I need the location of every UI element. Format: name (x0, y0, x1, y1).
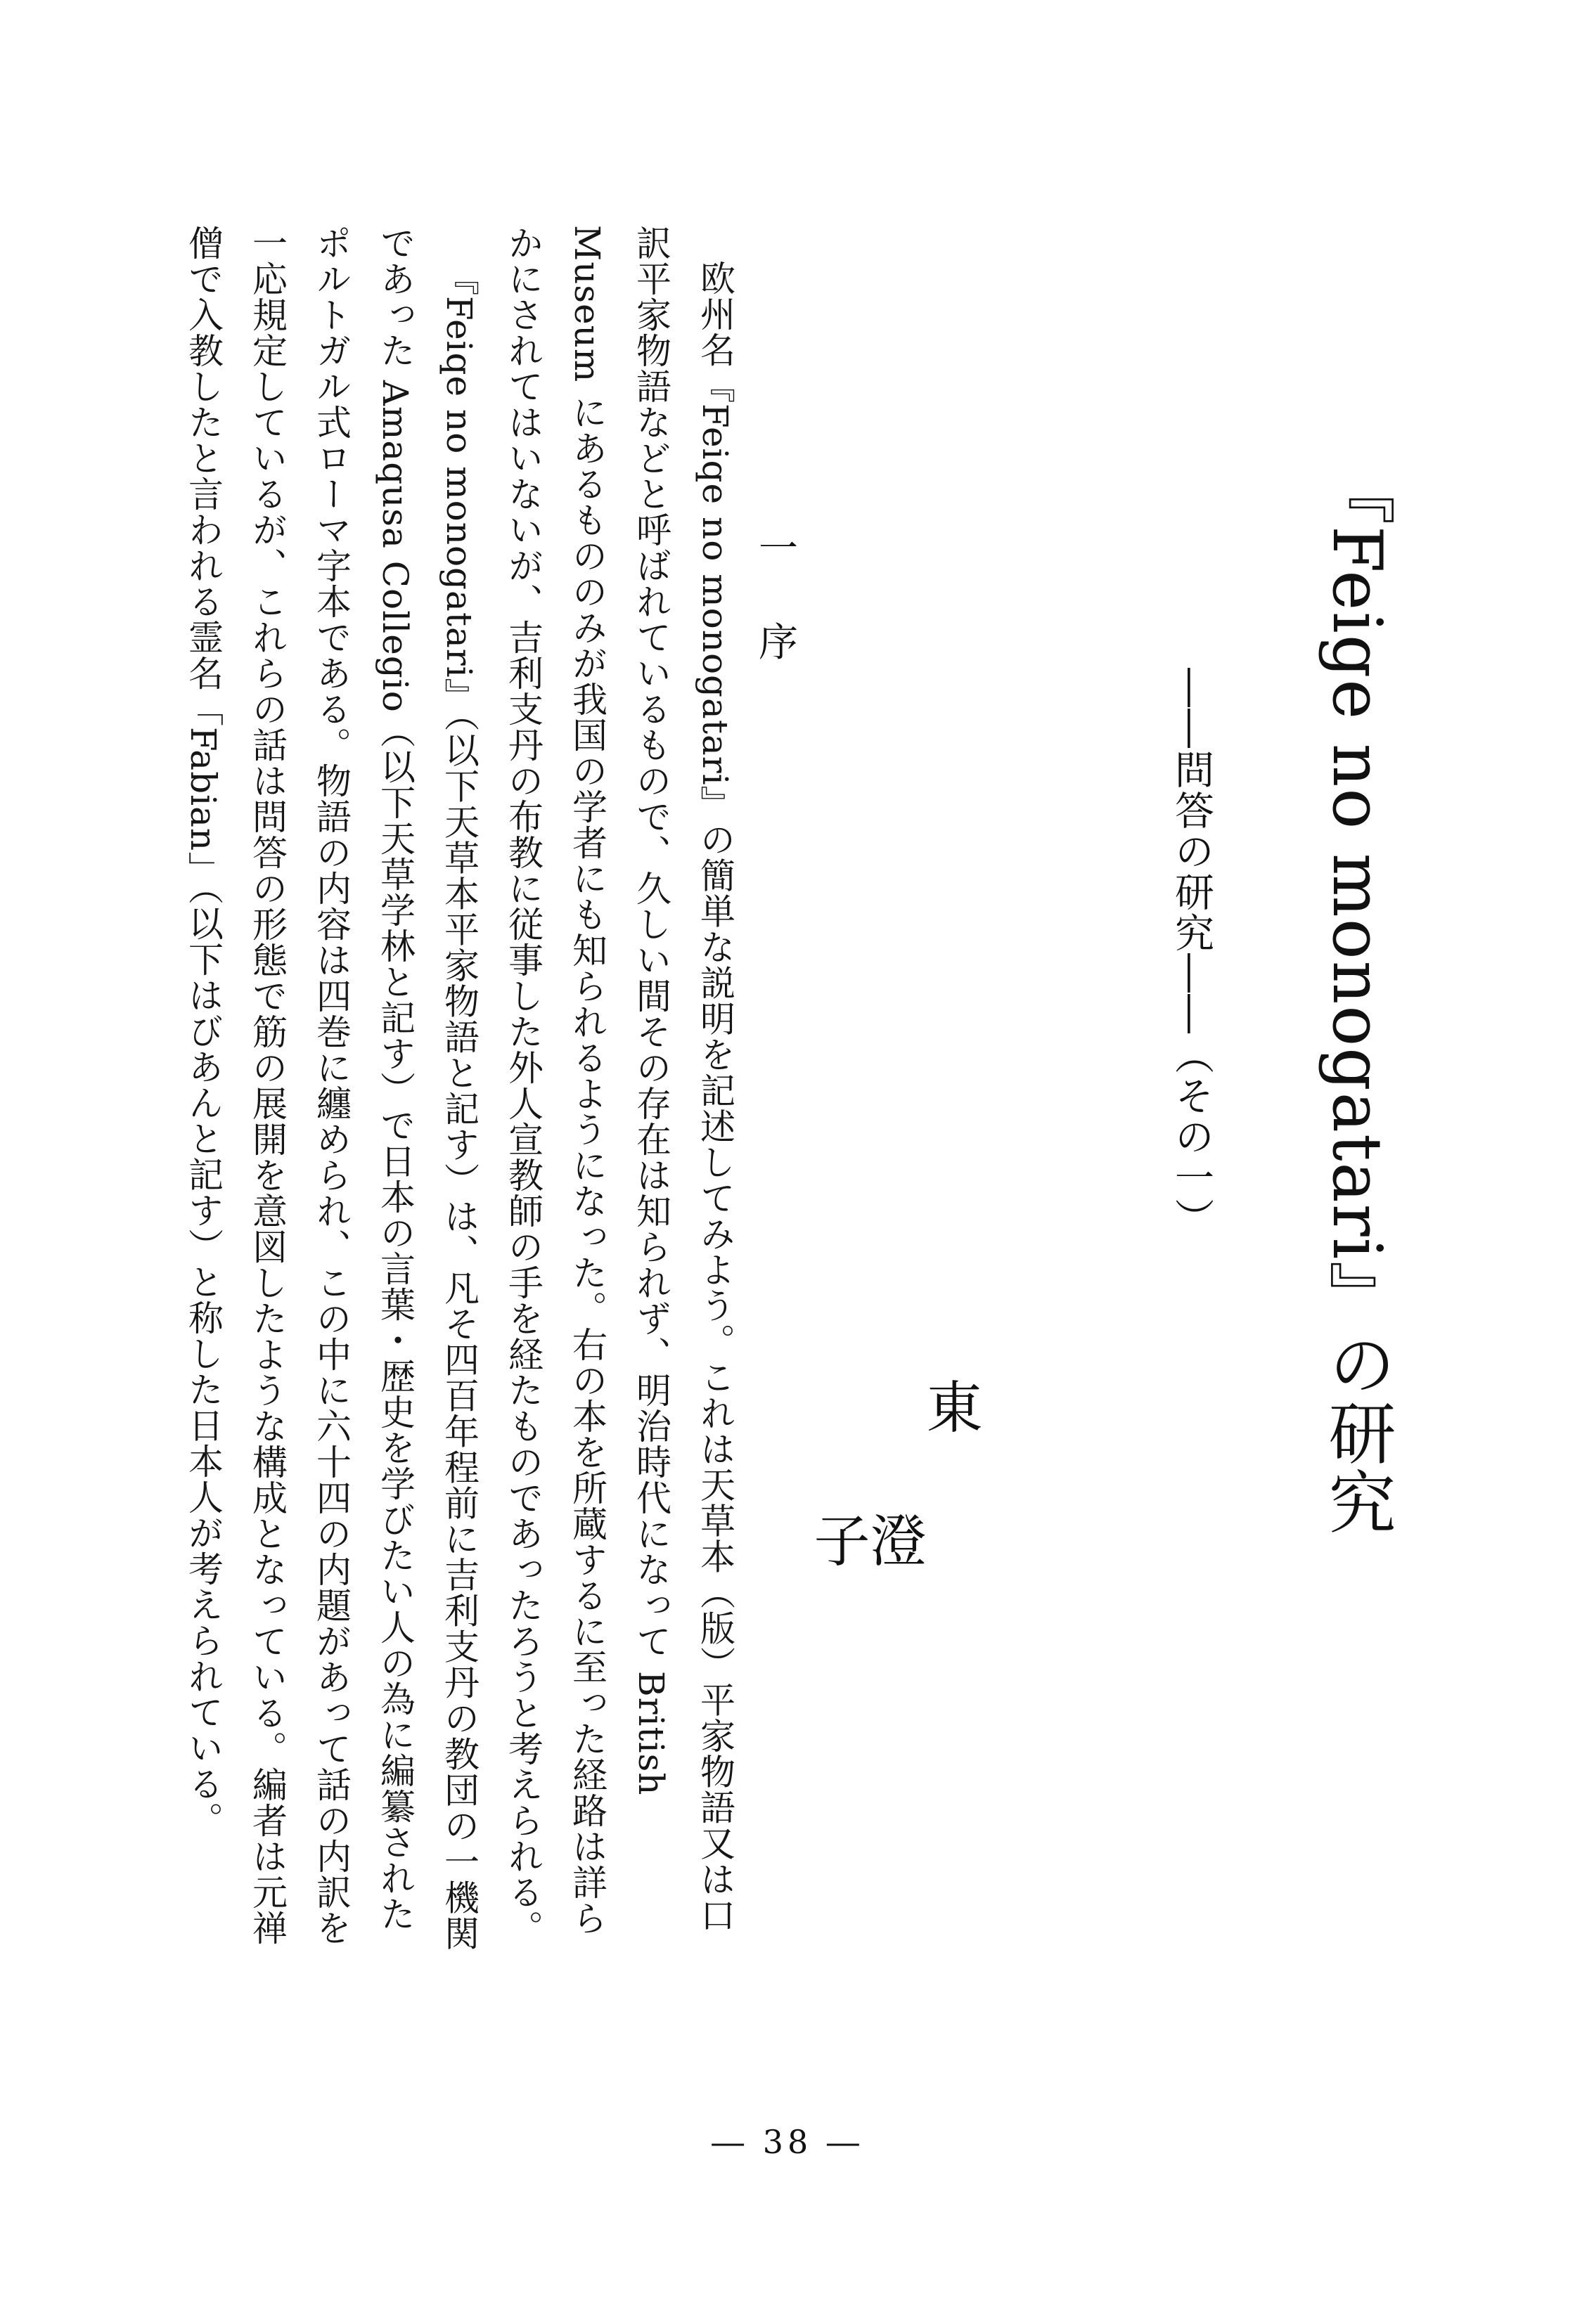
article-title: 『Feige no monogatari』の研究 (1318, 457, 1396, 1537)
section-title: 序 (752, 621, 798, 661)
author-char: 子 (804, 1511, 870, 1568)
paragraph: 『Feiqe no monogatari』（以下天草本平家物語と記す）は、凡そ四百年程前に吉利支丹の教団の一機関であった Amaqusa Collegio（以下天草学林と記す）で日本の言葉・歴史を学びたい人の為に編纂されたポルトガル式ローマ字本である。物語の内容は四巻に纏められ、この中に六十四の内題があって話の内訳を一応規定しているが、これらの話は問答の形態で筋の展開を意図したような構成となっている。編者は元禅僧で入教したと言われる霊名「Fabian」（以下はびあんと記す）と称した日本人が考えられている。 (183, 225, 480, 1951)
author-name (804, 1378, 982, 1568)
author-char: 東 (917, 1378, 982, 1434)
paragraph: 欧州名『Feiqe no monogatari』の簡単な説明を記述してみよう。これは天草本（版）平家物語又は口訳平家物語などと呼ばれているもので、久しい間その存在は知られず、明治時代になって British Museum にあるもののみが我国の学者にも知られるようになった。右の本を所蔵するに至った経路は詳らかにされてはいないが、吉利支丹の布教に従事した外人宣教師の手を経たものであったろうと考えられる。 (503, 225, 735, 1946)
author-char: 澄 (861, 1511, 926, 1568)
body-text (171, 225, 747, 1954)
page-number: ― 38 ― (712, 2123, 863, 2161)
section-number: 一 (752, 527, 798, 567)
article-subtitle: ――問答の研究――（その一） (1169, 668, 1214, 1239)
section-heading (752, 527, 798, 661)
